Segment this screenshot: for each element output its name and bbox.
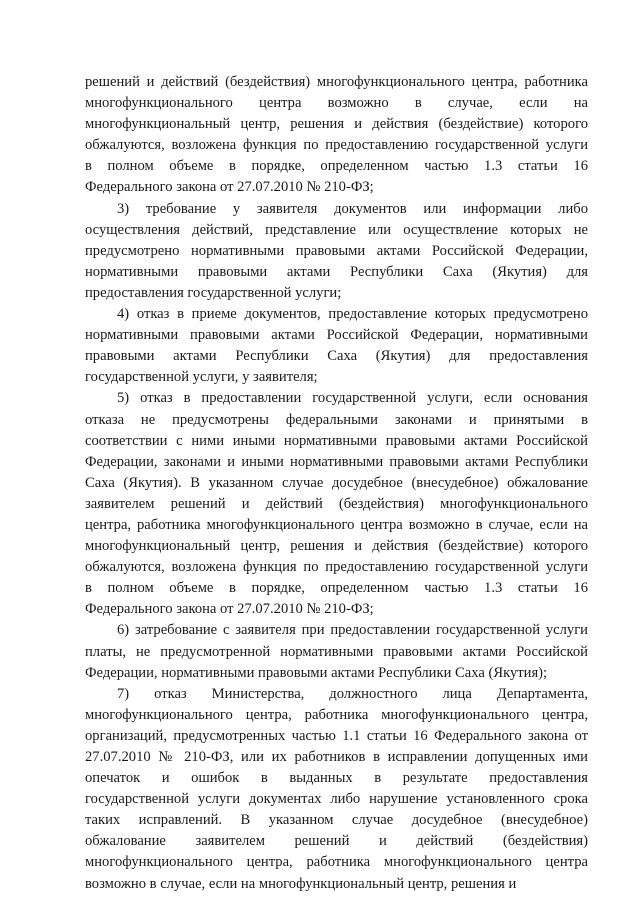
text-line: обжалуются, возложена функция по предоставлению государственной услуги [85, 137, 588, 154]
text-line: центра, работника многофункционального центра возможно в случае, если на [85, 516, 588, 533]
text-line: решений и действий (бездействия) многофункционального центра, работника [85, 74, 588, 90]
text-line: Федерации, законами и иными нормативными правовыми актами Республики [85, 453, 588, 470]
text-line: многофункционального центра возможно в случае, если на [85, 95, 588, 112]
document-page [85, 72, 588, 895]
text-line: Федерации, нормативными правовыми актами Республики Саха (Якутия); [85, 664, 548, 681]
text-line: многофункционального центра, работника многофункционального центра, [85, 706, 588, 723]
text-line: правовыми актами Республики Саха (Якутия) для предоставления [85, 348, 588, 365]
paragraph-continuation [85, 72, 588, 199]
text-line: 6) затребование с заявителя при предоставлении государственной услуги [117, 622, 588, 639]
text-line: предоставления государственной услуги; [85, 284, 342, 301]
text-line: многофункционального центра, работника многофункционального центра [85, 854, 588, 871]
text-line: Федерального закона от 27.07.2010 № 210-ФЗ; [85, 601, 374, 618]
text-line: Саха (Якутия). В указанном случае досудебное (внесудебное) обжалование [85, 474, 588, 491]
text-line: нормативными правовыми актами Республики Саха (Якутия) для [85, 263, 588, 280]
paragraph-item-7 [85, 684, 588, 895]
text-line: в полном объеме в порядке, определенном частью 1.3 статьи 16 [85, 158, 588, 175]
text-line: 3) требование у заявителя документов или информации либо [117, 200, 588, 217]
paragraph-item-4 [85, 304, 588, 388]
text-line: платы, не предусмотренной нормативными правовыми актами Российской [85, 643, 588, 660]
document-body [85, 72, 588, 895]
text-line: многофункциональный центр, решения и действия (бездействие) которого [85, 116, 588, 133]
text-line: отказа не предусмотрены федеральными законами и принятыми в [85, 411, 588, 428]
text-line: таких исправлений. В указанном случае досудебное (внесудебное) [85, 812, 588, 829]
text-line: осуществления действий, представление или осуществление которых не [85, 221, 588, 238]
paragraph-item-5 [85, 388, 588, 620]
text-line: Федерального закона от 27.07.2010 № 210-ФЗ; [85, 179, 374, 196]
text-line: 5) отказ в предоставлении государственной услуги, если основания [117, 390, 588, 407]
text-line: государственной услуги документах либо нарушение установленного срока [85, 791, 588, 808]
text-line: 7) отказ Министерства, должностного лица Департамента, [117, 685, 588, 702]
text-line: нормативными правовыми актами Российской Федерации, нормативными [85, 327, 588, 344]
text-line: опечаток и ошибок в выданных в результате предоставления [85, 770, 588, 787]
paragraph-item-6 [85, 620, 588, 683]
text-line: обжалуются, возложена функция по предоставлению государственной услуги [85, 559, 588, 576]
text-line: 27.07.2010 № 210-ФЗ, или их работников в исправлении допущенных ими [85, 749, 588, 765]
text-line: предусмотрено нормативными правовыми актами Российской Федерации, [85, 242, 588, 259]
text-line: в полном объеме в порядке, определенном частью 1.3 статьи 16 [85, 580, 588, 597]
text-line: 4) отказ в приеме документов, предоставление которых предусмотрено [117, 306, 588, 323]
paragraph-item-3 [85, 199, 588, 304]
text-line: многофункциональный центр, решения и действия (бездействие) которого [85, 538, 588, 555]
text-line: обжалование заявителем решений и действий (бездействия) [85, 833, 588, 850]
text-line: заявителем решений и действий (бездействия) многофункционального [85, 495, 588, 512]
text-line: соответствии с ними иными нормативными правовыми актами Российской [85, 432, 588, 449]
text-line: организаций, предусмотренных частью 1.1 статьи 16 Федерального закона от [85, 727, 588, 744]
text-line: государственной услуги, у заявителя; [85, 369, 318, 386]
text-line: возможно в случае, если на многофункциональный центр, решения и [85, 875, 517, 892]
